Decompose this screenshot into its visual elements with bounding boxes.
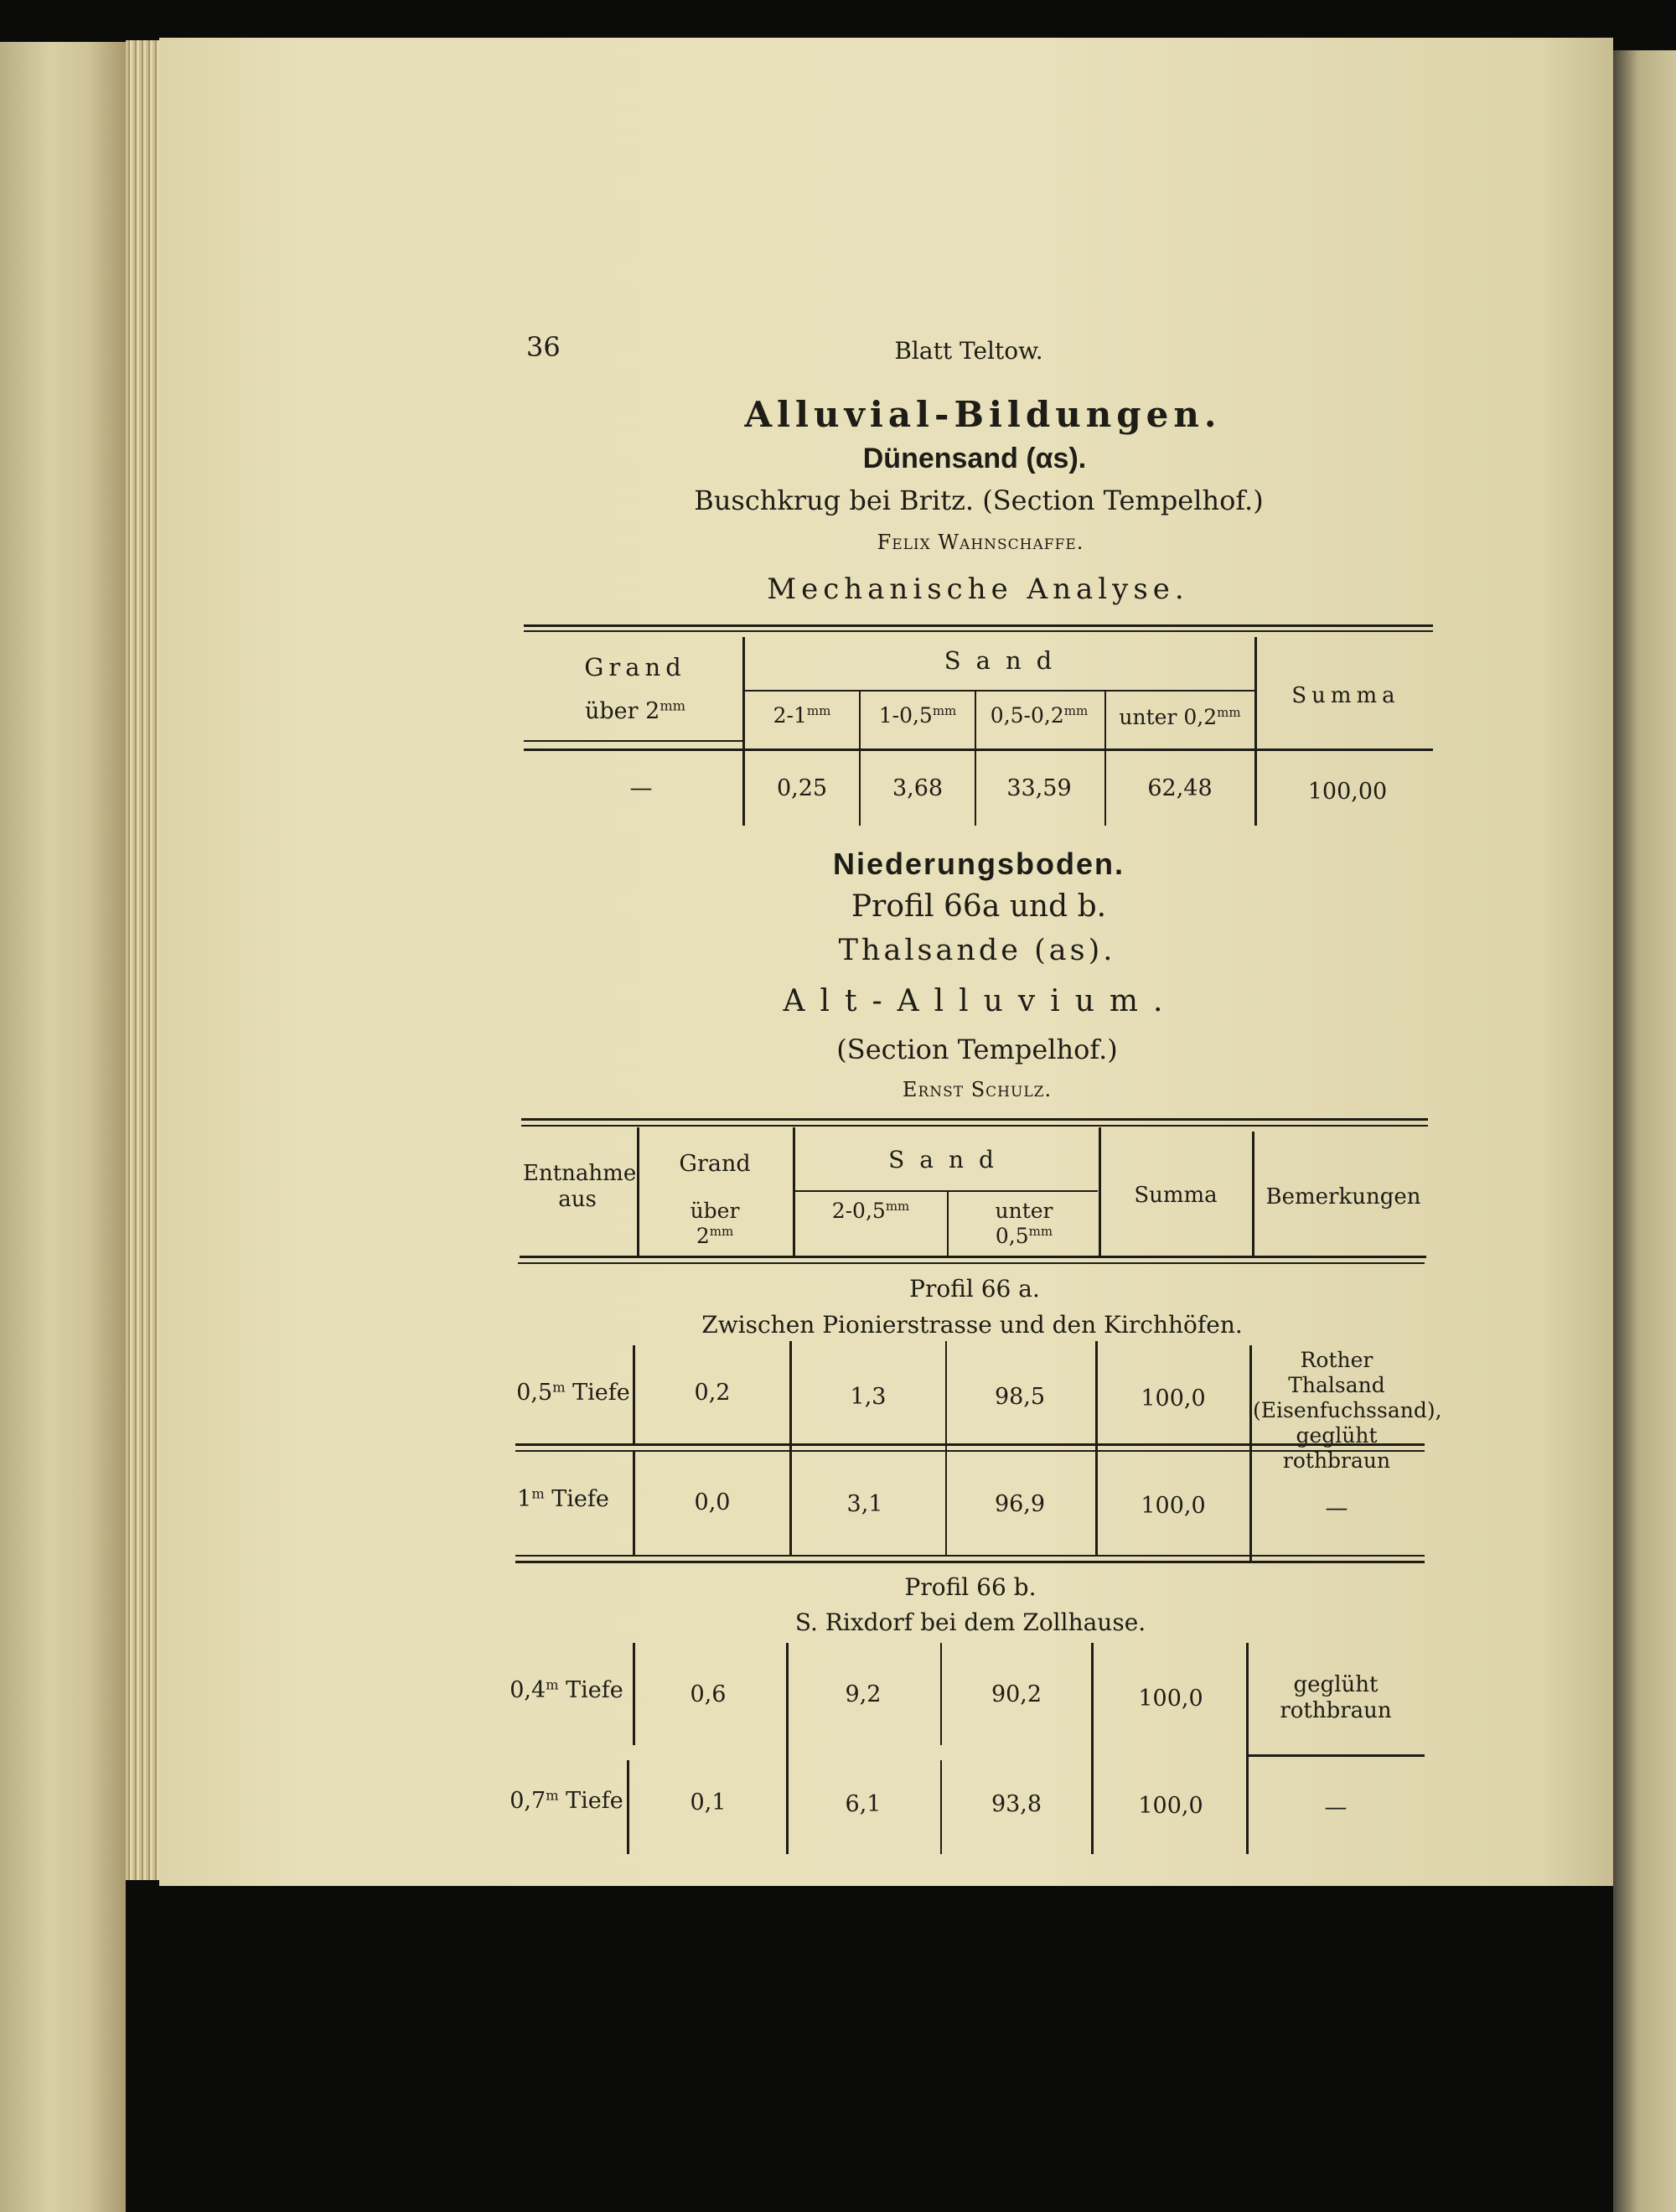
row-b2-bemerkungen: — [1324, 1795, 1348, 1821]
profile-66a-title: Profil 66 a. [909, 1275, 1040, 1303]
col-header-sand-1-05: $1-0,5^{mm}$ [878, 703, 957, 728]
col-header-grand: Grand [584, 653, 686, 681]
col-header-sand-2-1: $2-1^{mm}$ [773, 703, 831, 728]
col-header-bemerkungen: Bemerkungen [1265, 1184, 1421, 1210]
row-a2-grand: 0,0 [694, 1489, 731, 1515]
row-a2-bemerkungen: — [1325, 1495, 1348, 1521]
thalsande-title: Thalsande (as). [838, 934, 1116, 967]
cell-sand-05-02: 33,59 [1006, 775, 1072, 801]
col-header-summa-2: Summa [1134, 1183, 1218, 1208]
row-b1-grand: 0,6 [690, 1681, 727, 1707]
col-header-sand-05-02: $0,5-0,2^{mm}$ [990, 703, 1089, 728]
page-stack-edges [126, 40, 163, 1880]
row-a2-sand-2-05: 3,1 [846, 1491, 883, 1517]
row-b2-summa: 100,0 [1138, 1793, 1203, 1819]
alt-alluvium-title: Alt-Alluvium. [783, 984, 1178, 1018]
cell-grand: — [629, 775, 653, 801]
profile-66b-title: Profil 66 b. [904, 1573, 1037, 1601]
row-a1-bemerkungen: Rother Thalsand (Eisenfuchssand), geglüht rothbraun [1253, 1348, 1442, 1473]
row-b2-sand-2-05: 6,1 [845, 1791, 882, 1817]
cell-sand-unter-02: 62,48 [1147, 775, 1213, 801]
row-b2-depth: 0,7$^m$ Tiefe [510, 1787, 623, 1814]
row-b1-depth: 0,4$^m$ Tiefe [510, 1676, 623, 1703]
running-title: Blatt Teltow. [894, 337, 1043, 365]
profile-66b-location: S. Rixdorf bei dem Zollhause. [794, 1608, 1146, 1636]
row-a1-sand-unter-05: 98,5 [994, 1384, 1046, 1410]
col-header-sand-unter-02: unter $0,2^{mm}$ [1119, 705, 1241, 729]
col-header-sand-unter-05: unter $0,5^{mm}$ [995, 1199, 1053, 1248]
cell-sand-1-05: 3,68 [892, 775, 944, 801]
row-b1-bemerkungen: geglüht rothbraun [1280, 1672, 1392, 1724]
row-a2-depth: 1$^m$ Tiefe [517, 1485, 609, 1512]
row-b2-sand-unter-05: 93,8 [991, 1791, 1042, 1817]
row-b1-sand-unter-05: 90,2 [991, 1681, 1042, 1707]
section-heading-alluvial: Alluvial-Bildungen. [744, 394, 1222, 435]
row-a1-summa: 100,0 [1141, 1386, 1206, 1412]
col-header-grand-sub: über $2^{mm}$ [584, 697, 686, 724]
subheading-duenensand: Dünensand (αs). [862, 443, 1087, 474]
location-buschkrug: Buschkrug bei Britz. (Section Tempelhof.) [694, 484, 1264, 516]
col-header-sand-2: Sand [888, 1146, 1009, 1173]
col-header-entnahme: Entnahme aus [523, 1161, 637, 1213]
row-a1-sand-2-05: 1,3 [850, 1384, 887, 1410]
col-header-sand-2-05: $2-0,5^{mm}$ [831, 1199, 910, 1223]
cell-sand-2-1: 0,25 [776, 775, 828, 801]
row-b1-sand-2-05: 9,2 [845, 1681, 882, 1707]
author-wahnschaffe: Felix Wahnschaffe. [877, 531, 1084, 554]
row-b2-grand: 0,1 [690, 1790, 727, 1816]
profile-title: Profil 66a und b. [851, 889, 1107, 924]
right-page-edge [1613, 50, 1676, 2212]
row-a1-depth: 0,5$^m$ Tiefe [516, 1379, 630, 1406]
analysis-title: Mechanische Analyse. [767, 572, 1189, 606]
page-number: 36 [526, 331, 561, 363]
cell-summa: 100,00 [1307, 779, 1388, 805]
author-schulz: Ernst Schulz. [902, 1078, 1053, 1101]
section-tempelhof: (Section Tempelhof.) [836, 1033, 1118, 1065]
row-a1-grand: 0,2 [694, 1380, 731, 1406]
col-header-sand: Sand [944, 646, 1068, 675]
col-header-grand-sub-2: über $2^{mm}$ [690, 1199, 740, 1248]
left-page-edge [0, 42, 126, 2212]
row-a2-sand-unter-05: 96,9 [994, 1491, 1046, 1517]
section-heading-niederungsboden: Niederungsboden. [832, 847, 1125, 881]
profile-66a-location: Zwischen Pionierstrasse und den Kirchhöfen. [701, 1311, 1243, 1339]
row-a2-summa: 100,0 [1141, 1493, 1206, 1519]
col-header-grand-2: Grand [679, 1151, 751, 1177]
row-b1-summa: 100,0 [1138, 1686, 1203, 1712]
col-header-summa: Summa [1291, 683, 1400, 708]
